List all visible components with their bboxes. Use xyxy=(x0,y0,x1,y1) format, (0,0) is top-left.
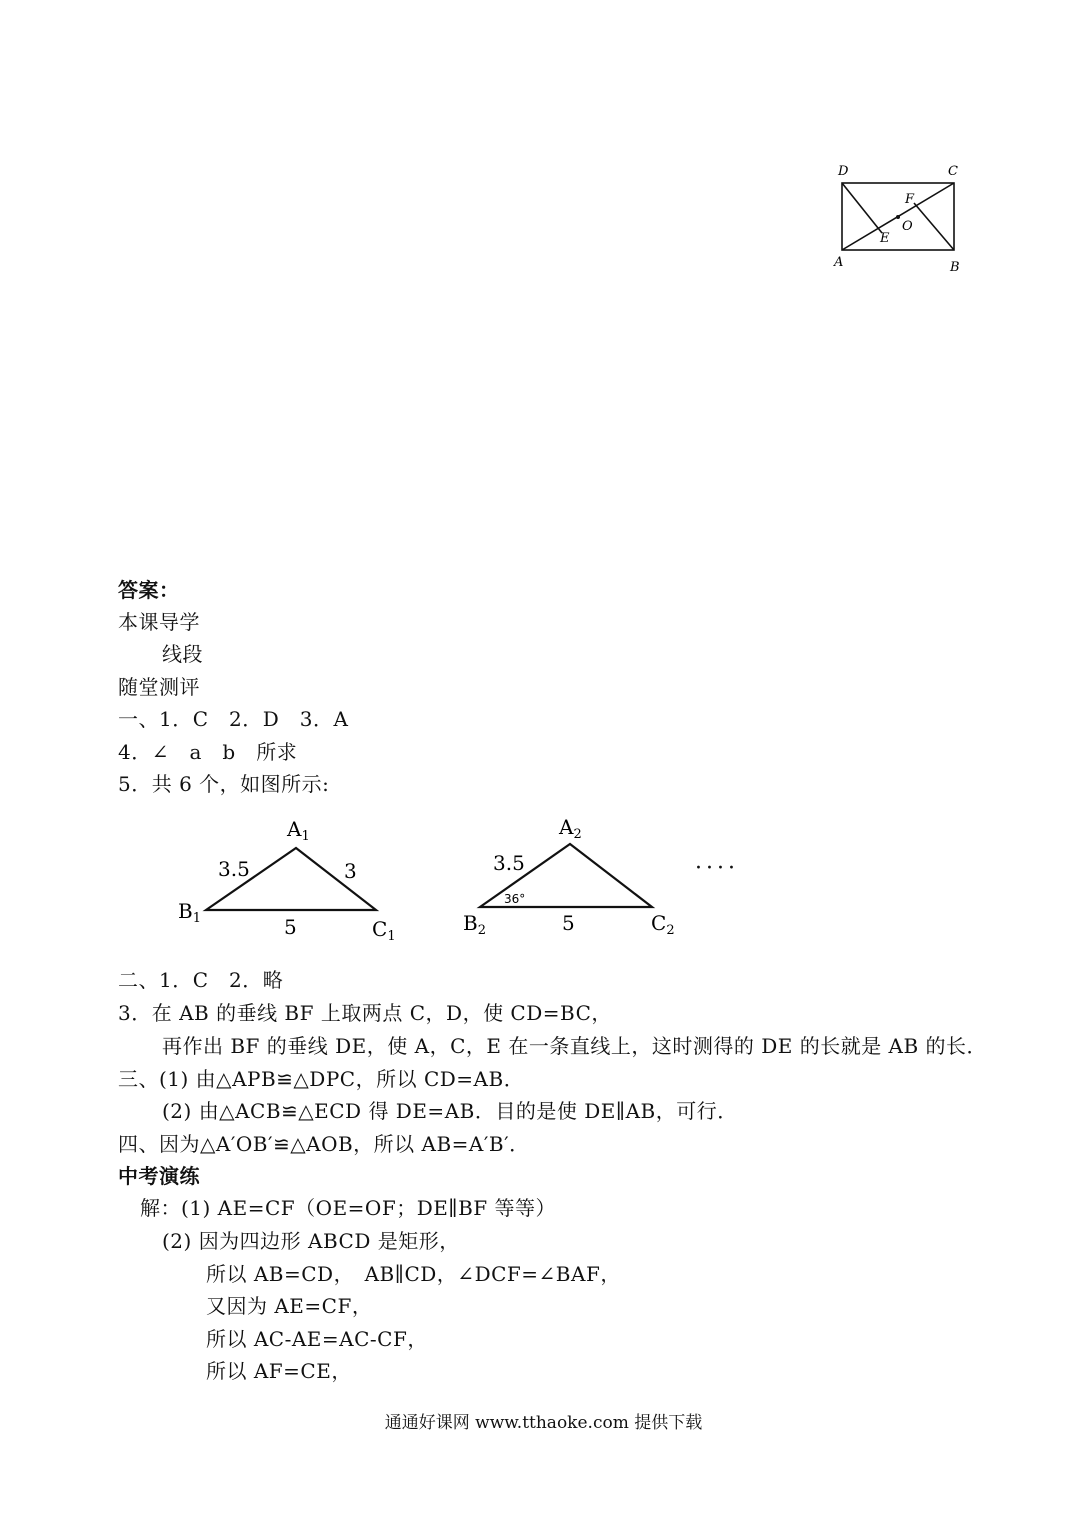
side-label-b1c1: 5 xyxy=(284,915,297,939)
part2-line1: 二、1．C 2．略 xyxy=(118,968,284,992)
label-a1: $A_1$ xyxy=(287,817,310,844)
label-e: E xyxy=(880,231,890,246)
lesson-guide-answer: 线段 xyxy=(162,642,203,666)
exam-line2: (2) 因为四边形 ABCD 是矩形， xyxy=(162,1229,460,1253)
label-b1: $B_1$ xyxy=(178,899,201,926)
part2-line5: (2) 由△ACB≌△ECD 得 DE=AB．目的是使 DE∥AB，可行． xyxy=(162,1099,738,1123)
section-lesson-guide: 本课导学 xyxy=(118,610,200,634)
exam-line1: 解：(1) AE=CF（OE=OF；DE∥BF 等等） xyxy=(140,1196,556,1220)
label-c1: $C_1$ xyxy=(372,917,396,944)
label-c2: $C_2$ xyxy=(651,911,675,938)
label-a: A xyxy=(834,255,844,270)
segment-bf xyxy=(914,203,954,250)
side-label-a1b1: 3.5 xyxy=(218,857,250,881)
label-c: C xyxy=(948,164,958,179)
label-d: D xyxy=(838,164,849,179)
part2-line4: 三、(1) 由△APB≌△DPC，所以 CD=AB． xyxy=(118,1067,525,1091)
answer-q4: 4．∠ a b 所求 xyxy=(118,740,298,764)
triangle-figure-2 xyxy=(455,812,695,947)
exam-line6: 所以 AF=CE， xyxy=(206,1359,352,1383)
exam-line5: 所以 AC-AE=AC-CF， xyxy=(206,1327,428,1351)
exam-line4: 又因为 AE=CF， xyxy=(206,1294,373,1318)
answer-q5: 5．共 6 个，如图所示: xyxy=(118,772,330,796)
exam-line3: 所以 AB=CD， AB∥CD，∠DCF=∠BAF， xyxy=(206,1262,621,1286)
part2-line3: 再作出 BF 的垂线 DE，使 A，C，E 在一条直线上，这时测得的 DE 的长就是 AB 的长． xyxy=(162,1034,988,1058)
triangle-figure-1 xyxy=(170,812,410,947)
segment-de xyxy=(842,183,882,233)
side-label-a2b2: 3.5 xyxy=(493,851,525,875)
answer-q1: 一、1．C 2．D 3．A xyxy=(118,707,349,731)
side-label-a1c1: 3 xyxy=(344,859,357,883)
answers-heading: 答案： xyxy=(118,578,180,602)
page-footer: 通通好课网 www.tthaoke.com 提供下载 xyxy=(384,1413,703,1433)
label-a2: $A_2$ xyxy=(559,815,582,842)
section-class-test: 随堂测评 xyxy=(118,675,200,699)
point-o xyxy=(896,215,900,219)
ellipsis: ···· xyxy=(695,856,739,881)
label-b: B xyxy=(950,260,960,275)
side-label-b2c2: 5 xyxy=(562,911,575,935)
label-o: O xyxy=(902,219,913,234)
label-b2: $B_2$ xyxy=(463,911,486,938)
part2-line6: 四、因为△A′OB′≌△AOB，所以 AB=A′B′． xyxy=(118,1132,530,1156)
label-f: F xyxy=(905,192,915,207)
angle-label: 36° xyxy=(504,892,526,906)
exam-heading: 中考演练 xyxy=(118,1164,200,1188)
rectangle-figure xyxy=(820,150,980,280)
part2-line2: 3．在 AB 的垂线 BF 上取两点 C，D，使 CD=BC， xyxy=(118,1001,612,1025)
